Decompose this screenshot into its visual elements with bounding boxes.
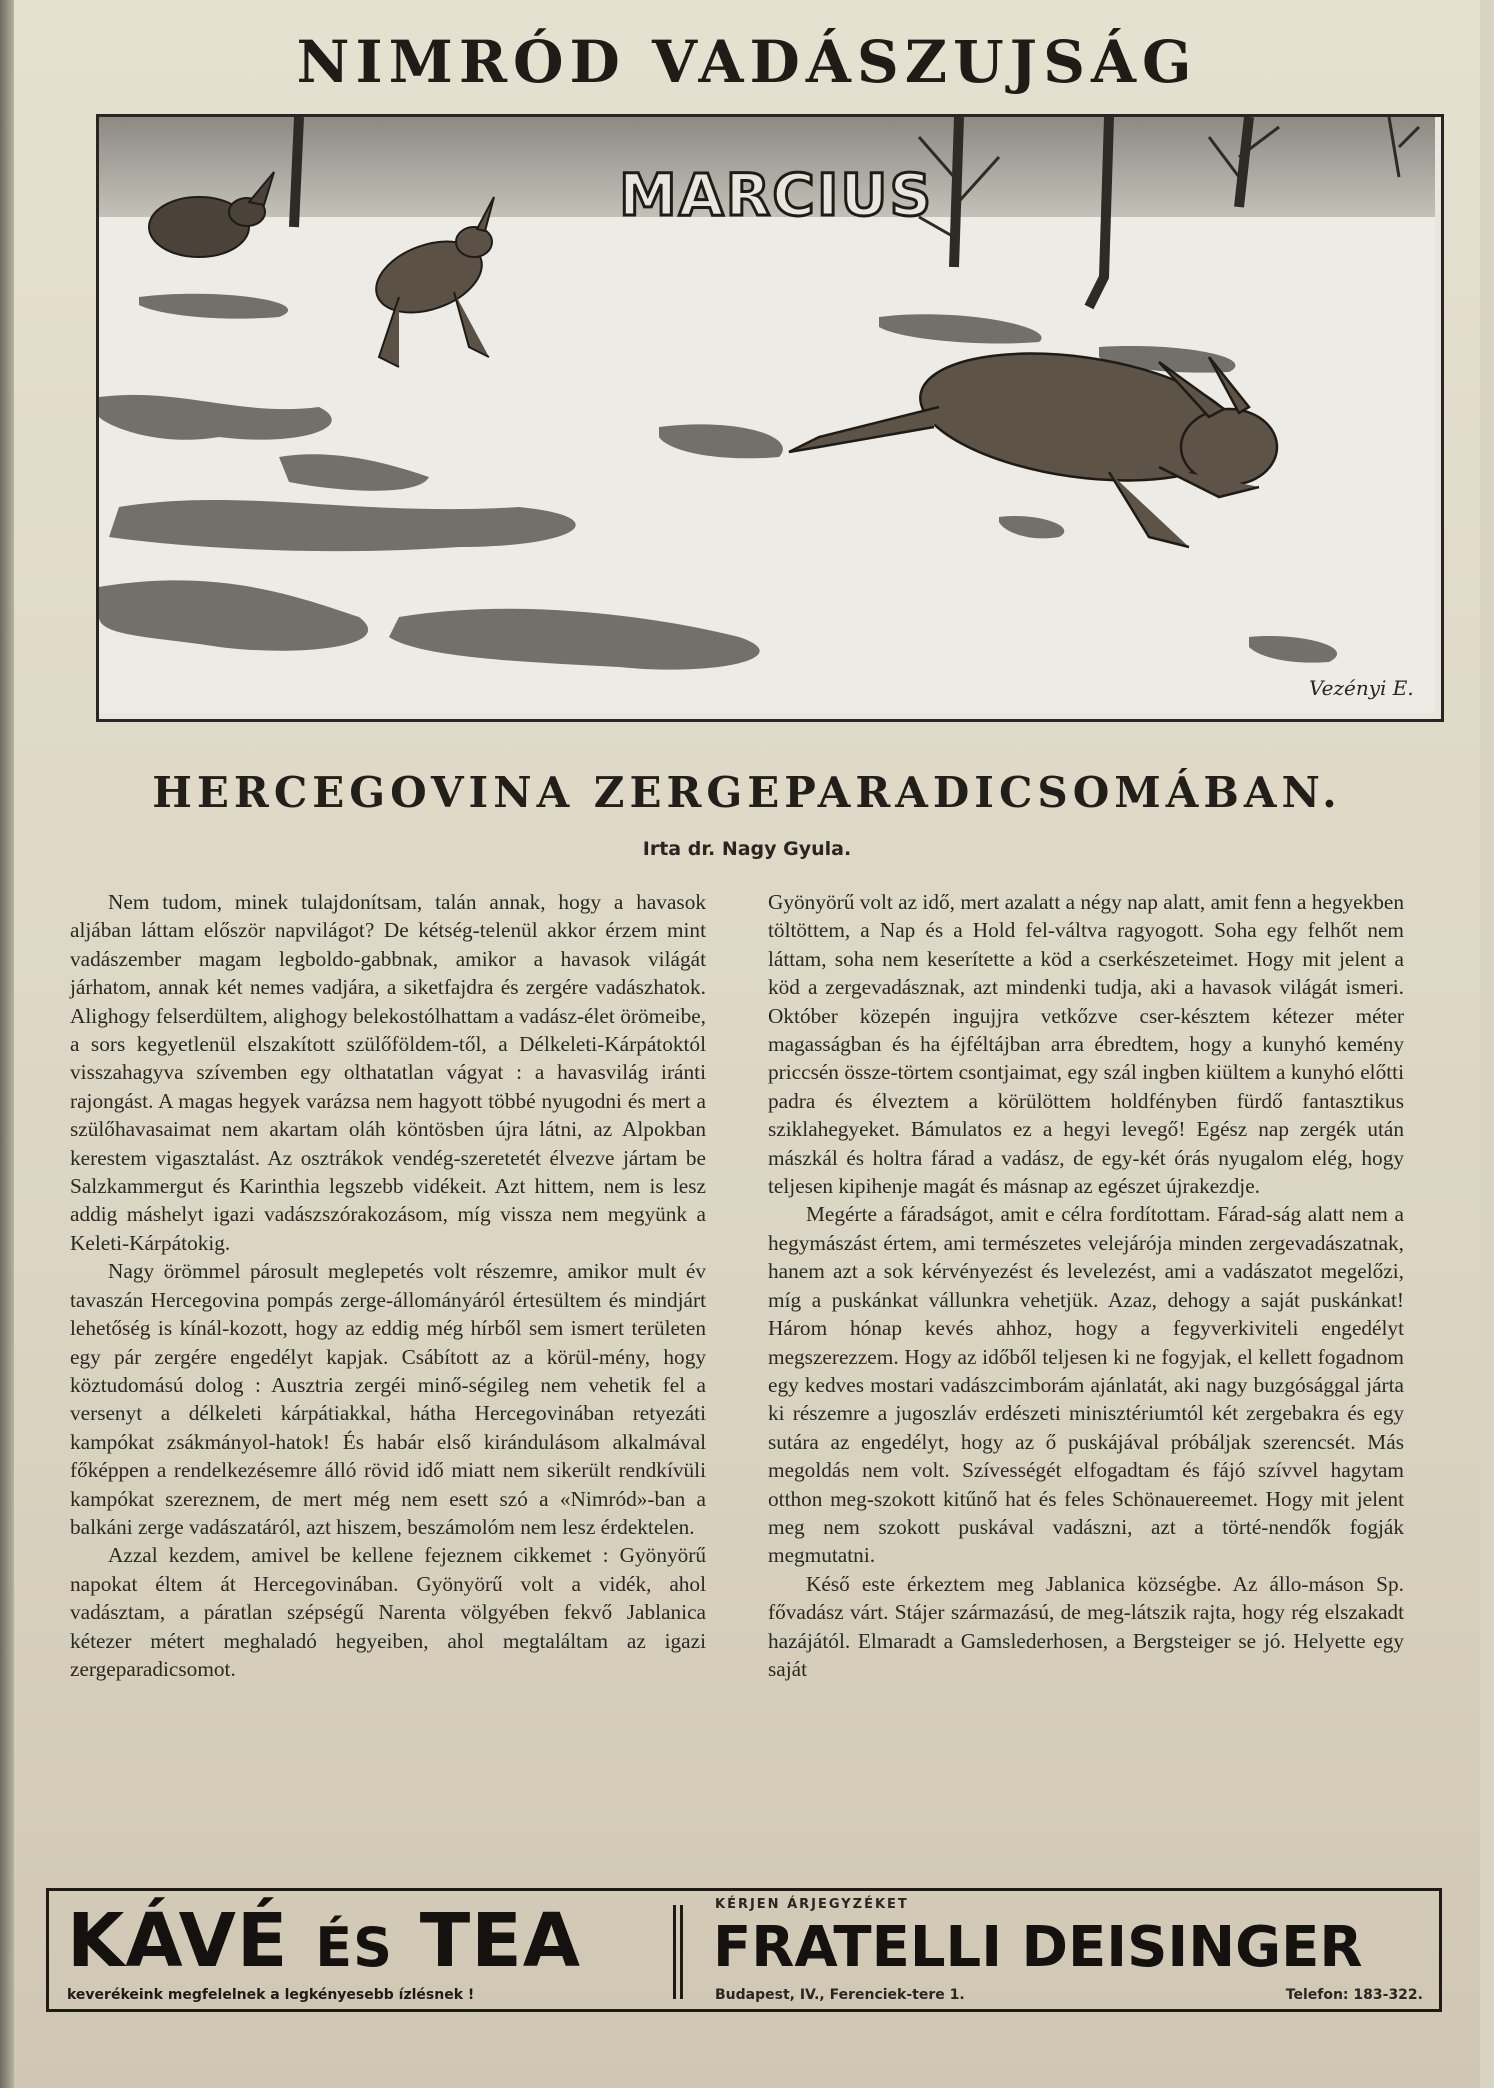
- hare-illustration: [96, 114, 1444, 722]
- paragraph: Nagy örömmel párosult meglepetés volt részemre, amikor mult év tavaszán Hercegovina pompás zerge-állományáról értesültem és mindjárt lehetőség is kínál-kozott, hogy az eddig még hírből sem ismert területen egy pár zergére engedélyt kapjak. Csábított az a körül-mény, hogy köztudomású dolog : Ausztria zergéi minő-ségileg nem vehetik fel a versenyt a délkeleti kárpátiakkal, hátha Hercegovinában retyezáti kampókat zsákmányol-hatok! És habár első kirándulásom alkalmával főképpen a rendelkezésemre álló rövid idő miatt nem sikerült rendkívüli kampókat szereznem, de mert még nem esett szó a «Nimród»-ban a balkáni zerge vadászatáról, azt hiszem, beszámolóm nem lesz érdektelen.: [70, 1259, 706, 1539]
- ad-headline: [67, 1899, 581, 1990]
- advertisement-box: [46, 1888, 1442, 2012]
- ad-divider: [673, 1905, 683, 1999]
- paragraph: Azzal kezdem, amivel be kellene fejeznem cikkemet : Gyönyörű napokat éltem át Hercegovinában. Gyönyörű volt a vidék, ahol vadásztam, a páratlan szépségű Narenta völgyében fekvő Jablanica kétezer métert meghaladó hegyeiben, ahol megtaláltam az igazi zergeparadicsomot.: [70, 1543, 706, 1681]
- paragraph: Megérte a fáradságot, amit e célra fordítottam. Fárad-ság alatt nem a hegymászást értem, ami természetes velejárója minden zergevadászatnak, hanem azt a sok kérvényezést és levelezést, ami a vadászatot megelőzi, míg a puskánkat vállunkra vehetjük. Azaz, dehogy a saját puskánkat! Három hónap kevés ahhoz, hogy a fegyverkiviteli engedélyt megszerezzem. Hogy az időből teljesen ki ne fogyjak, el kellett fogadnom egy kedves mostari vadászcimborám ajánlatát, aki nagy buzgósággal járta ki részemre a jugoszláv erdészeti minisztériumtól két zergebakra és egy sutára az engedélyt, hogy az ő puskájával próbáljak szerencsét. Más megoldás nem volt. Szívességét elfogadtam és fájó szívvel hagytam otthon meg-szokott kitűnő hat és feles Schönauereemet. Hogy mit jelent meg nem szokott puskával vadászni, azt a törté-nendők fogják megmutatni.: [768, 1202, 1404, 1568]
- ad-phone: Telefon: 183-322.: [1285, 1987, 1423, 2003]
- article-column-left: [70, 888, 706, 1683]
- paragraph: Gyönyörű volt az idő, mert azalatt a négy nap alatt, amit fenn a hegyekben töltöttem, a Nap és a Hold fel-váltva ragyogott. Soha egy felhőt nem láttam, soha nem keserítette a köd a cserkészeteimet. Hogy mit jelent a köd a zergevadásznak, azt mindenki tudja, aki a havasok világát ismeri. Október közepén ingujjra vetkőzve cser-késztem kétezer méter magasságban és ha éjféltájban arra ébredtem, hogy a kunyhó kemény priccsén össze-törtem csontjaimat, egy szál ingben kiültem a kunyhó előtti padra és élveztem a körülöttem holdfényben fürdő fantasztikus sziklahegyeket. Bámulatos ez a hegyi levegő! Egész nap zergék után mászkál és holtra fárad a vadász, de egy-két órás nyugalom elég, hogy teljesen kipihenje magát és másnap az egészet újrakezdje.: [768, 890, 1404, 1199]
- magazine-page: [14, 0, 1480, 2088]
- masthead: NIMRÓD VADÁSZUJSÁG: [296, 28, 1198, 96]
- ad-word-kave: KÁVÉ: [67, 1898, 289, 1984]
- article-headline: HERCEGOVINA ZERGEPARADICSOMÁBAN.: [152, 768, 1342, 817]
- article-column-right: [768, 888, 1404, 1683]
- ad-company-name: FRATELLI DEISINGER: [713, 1915, 1363, 1980]
- ad-price-list-request: KÉRJEN ÁRJEGYZÉKET: [715, 1897, 909, 1912]
- ad-word-tea: TEA: [419, 1898, 582, 1984]
- snow-scene-drawing: [99, 117, 1435, 713]
- ad-tagline: keverékeink megfelelnek a legkényesebb ízlésnek !: [67, 1987, 475, 2003]
- ad-address: Budapest, IV., Ferenciek-tere 1.: [715, 1987, 965, 2003]
- paragraph: Nem tudom, minek tulajdonítsam, talán annak, hogy a havasok aljában láttam először napvilágot? De kétség-telenül akkor érzem mint vadászember magam legboldo-gabbnak, amikor a havasok világát járhatom, annak két nemes vadjára, a siketfajdra és zergére vadászhatok. Alighogy felserdültem, alighogy belekostólhattam a vadász-élet örömeibe, a sors kegyetlenül elszakított szülőföldem-től, a Délkeleti-Kárpátoktól visszahagyva szívemben egy olthatatlan vágyat : a havasvilág iránti rajongást. A magas hegyek varázsa nem hagyott többé nyugodni és mert a szülőhavasaimat nem akartam oláh köntösben újra látni, az Alpokban kerestem vigasztalást. Az osztrákok vendég-szeretetét élvezve jártam be Salzkammergut és Karinthia legszebb vidékeit. Azt hittem, nem is lesz addig máshelyt igazi vadászszórakozásom, míg vissza nem megyünk a Keleti-Kárpátokig.: [70, 890, 706, 1255]
- ad-word-es: ÉS: [315, 1916, 393, 1979]
- article-byline: Irta dr. Nagy Gyula.: [642, 838, 852, 860]
- paragraph: Késő este érkeztem meg Jablanica községbe. Az állo-máson Sp. fővadász várt. Stájer származású, de meg-látszik rajta, hogy rég elszakadt hazájától. Elmaradt a Gamslederhosen, a Bergsteiger se jó. Helyette egy saját: [768, 1571, 1404, 1681]
- page-gutter-shadow: [0, 0, 14, 2088]
- illustration-title: MARCIUS: [619, 161, 934, 229]
- artist-signature: Vezényi E.: [1309, 676, 1414, 700]
